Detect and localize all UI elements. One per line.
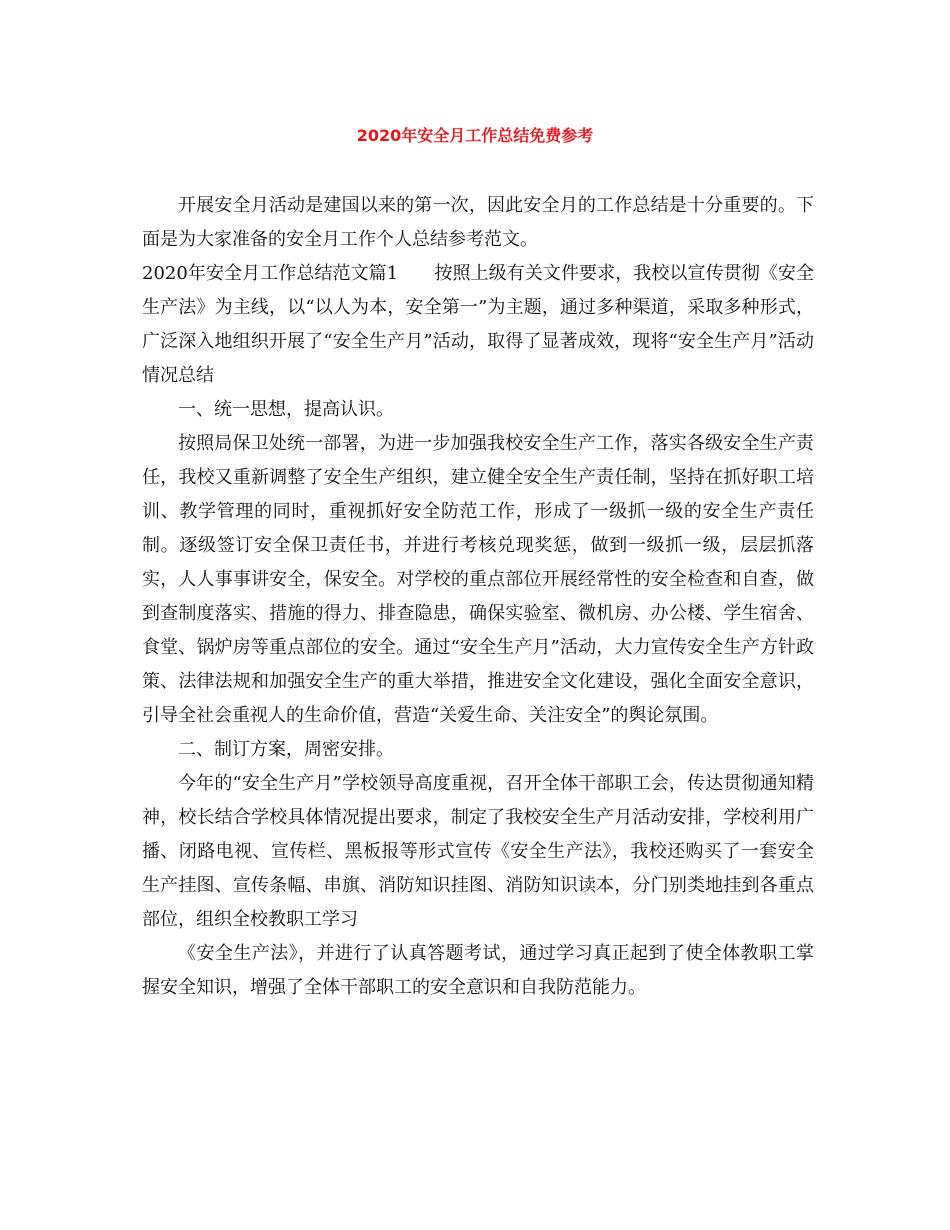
paragraph-article-opening: 2020年安全月工作总结范文篇1 按照上级有关文件要求，我校以宣传贯彻《安全生产法》为主线，以“以人为本，安全第一”为主题，通过多种渠道，采取多种形式，广泛深入地组织开展了“安全生产月”活动，取得了显著成效，现将“安全生产月”活动情况总结 <box>142 263 814 386</box>
paragraph-section-1: 按照局保卫处统一部署，为进一步加强我校安全生产工作，落实各级安全生产责任，我校又重新调整了安全生产组织，建立健全安全生产责任制，坚持在抓好职工培训、教学管理的同时，重视抓好安全防范工作，形成了一级抓一级的安全生产责任制。逐级签订安全保卫责任书，并进行考核兑现奖惩，做到一级抓一级，层层抓落实，人人事事讲安全，保安全。对学校的重点部位开展经常性的安全检查和自查，做到查制度落实、措施的得力、排查隐患，确保实验室、微机房、办公楼、学生宿舍、食堂、锅炉房等重点部位的安全。通过“安全生产月”活动，大力宣传安全生产方针政策、法律法规和加强安全生产的重大举措，推进安全文化建设，强化全面安全意识，引导全社会重视人的生命价值，营造“关爱生命、关注安全”的舆论氛围。 <box>142 433 814 726</box>
paragraph-section-2-continued: 《安全生产法》，并进行了认真答题考试，通过学习真正起到了使全体教职工掌握安全知识，增强了全体干部职工的安全意识和自我防范能力。 <box>142 943 814 998</box>
section-heading-1: 一、统一思想，提高认识。 <box>178 399 394 420</box>
section-heading-2: 二、制订方案，周密安排。 <box>178 739 394 760</box>
document-body <box>142 189 814 1005</box>
paragraph-intro: 开展安全月活动是建国以来的第一次，因此安全月的工作总结是十分重要的。下面是为大家准备的安全月工作个人总结参考范文。 <box>142 195 814 250</box>
paragraph-section-2: 今年的“安全生产月”学校领导高度重视，召开全体干部职工会，传达贯彻通知精神，校长结合学校具体情况提出要求，制定了我校安全生产月活动安排，学校利用广播、闭路电视、宣传栏、黑板报等形式宣传《安全生产法》，我校还购买了一套安全生产挂图、宣传条幅、串旗、消防知识挂图、消防知识读本，分门别类地挂到各重点部位，组织全校教职工学习 <box>142 773 814 930</box>
document-title: 2020年安全月工作总结免费参考 <box>356 126 594 145</box>
